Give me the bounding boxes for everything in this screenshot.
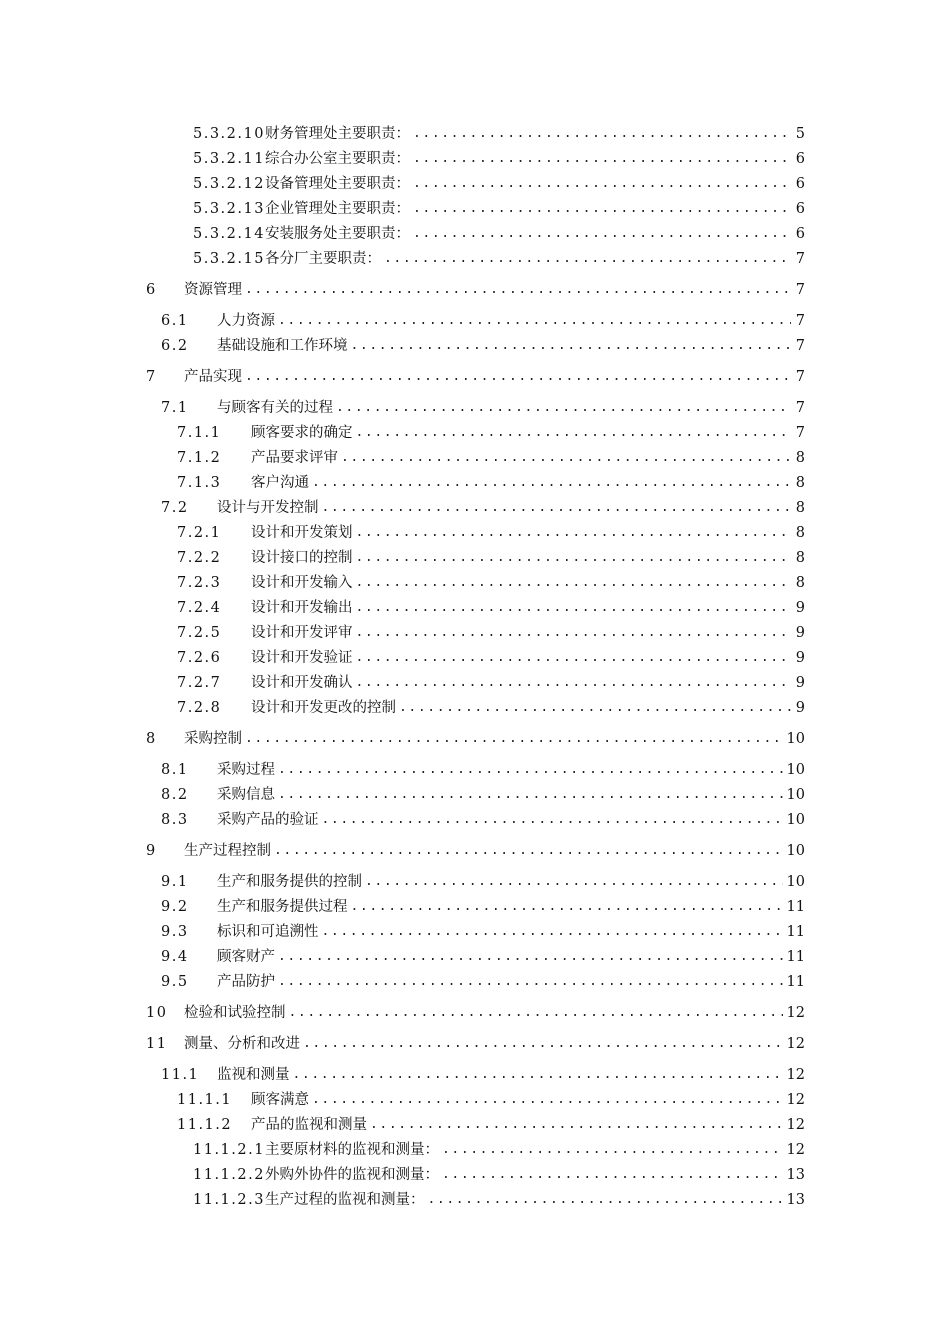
toc-entry-title: 采购信息 [217,787,275,803]
dot-leader [399,699,791,717]
toc-entry[interactable] [161,1060,805,1084]
toc-entry-title: 各分厂主要职责： [264,251,381,267]
toc-entry-title: 设计与开发控制 [217,500,319,516]
toc-entry-page-number: 8 [795,475,805,491]
toc-entry-number: 7.2 [161,500,189,516]
dot-leader [356,624,792,642]
toc-entry-page-number: 12 [786,1117,805,1133]
dot-leader [336,399,791,417]
dot-leader [245,368,791,386]
dot-leader [245,730,783,748]
toc-entry[interactable] [193,169,805,193]
toc-entry-page-number: 8 [795,500,805,516]
toc-entry[interactable] [193,1185,805,1209]
toc-entry-number: 7.2.7 [177,675,222,691]
toc-entry-number: 11.1.1 [177,1092,233,1108]
dot-leader [413,125,791,143]
dot-leader [365,873,783,891]
toc-entry[interactable] [177,568,805,592]
toc-entry-page-number: 5 [795,126,805,142]
toc-entry[interactable] [193,244,805,268]
dot-leader [356,674,792,692]
toc-entry-number: 11.1.2.2 [193,1167,265,1183]
toc-entry-number: 11 [146,1036,168,1052]
dot-leader [293,1066,783,1084]
toc-entry-page-number: 9 [795,675,805,691]
toc-entry[interactable] [161,393,805,417]
toc-entry[interactable] [161,755,805,779]
toc-entry-title: 综合办公室主要职责： [264,151,410,167]
dot-leader [356,649,792,667]
toc-entry-title: 生产和服务提供的控制 [217,874,362,890]
toc-entry-page-number: 8 [795,525,805,541]
toc-entry-title: 人力资源 [217,313,275,329]
toc-entry-number: 8.1 [161,762,189,778]
toc-entry-number: 9.2 [161,899,189,915]
dot-leader [278,786,783,804]
toc-entry[interactable] [193,194,805,218]
toc-entry-page-number: 12 [786,1092,805,1108]
toc-entry-title: 设计和开发输入 [251,575,353,591]
toc-entry-number: 6 [146,282,157,298]
dot-leader [442,1141,783,1159]
toc-entry-number: 9.5 [161,974,189,990]
toc-entry[interactable] [161,306,805,330]
toc-entry[interactable] [177,693,805,717]
toc-entry[interactable] [193,119,805,143]
dot-leader [351,898,783,916]
toc-entry-page-number: 6 [795,176,805,192]
toc-entry[interactable] [177,618,805,642]
toc-entry-title: 基础设施和工作环境 [217,338,348,354]
toc-entry-number: 6.2 [161,338,189,354]
toc-entry-page-number: 8 [795,550,805,566]
toc-entry-title: 顾客要求的确定 [251,425,353,441]
toc-entry-title: 设计和开发更改的控制 [251,700,396,716]
toc-entry[interactable] [161,967,805,991]
toc-entry-title: 测量、分析和改进 [184,1036,300,1052]
toc-entry[interactable] [161,331,805,355]
toc-entry-page-number: 10 [786,762,805,778]
toc-entry-title: 生产过程控制 [184,843,271,859]
dot-leader [274,842,783,860]
toc-entry-number: 6.1 [161,313,189,329]
dot-leader [312,474,791,492]
toc-entry-number: 11.1.2.1 [193,1142,265,1158]
toc-entry-number: 7.2.4 [177,600,222,616]
toc-entry-number: 5.3.2.14 [193,226,265,242]
toc-entry-number: 7 [146,369,157,385]
toc-entry-title: 外购外协件的监视和测量： [264,1167,439,1183]
toc-entry-title: 顾客满意 [251,1092,309,1108]
toc-entry-number: 9.1 [161,874,189,890]
toc-entry-title: 财务管理处主要职责： [264,126,410,142]
toc-entry-title: 生产和服务提供过程 [217,899,348,915]
dot-leader [442,1166,783,1184]
toc-entry-page-number: 7 [795,338,805,354]
toc-entry-page-number: 7 [795,282,805,298]
toc-entry-title: 主要原材料的监视和测量： [264,1142,439,1158]
toc-entry-title: 设计和开发确认 [251,675,353,691]
toc-entry-number: 5.3.2.13 [193,201,265,217]
dot-leader [356,549,792,567]
toc-entry-page-number: 10 [786,874,805,890]
toc-entry-page-number: 10 [786,843,805,859]
toc-entry-number: 11.1.2.3 [193,1192,265,1208]
dot-leader [413,200,791,218]
toc-entry-page-number: 11 [786,949,805,965]
toc-entry-title: 采购控制 [184,731,242,747]
toc-entry[interactable] [161,780,805,804]
toc-entry-number: 11.1.2 [177,1117,233,1133]
toc-entry-page-number: 7 [795,251,805,267]
toc-entry-page-number: 8 [795,450,805,466]
toc-entry[interactable] [177,418,805,442]
toc-entry-title: 安装服务处主要职责： [264,226,410,242]
dot-leader [384,250,791,268]
toc-entry-title: 产品实现 [184,369,242,385]
toc-entry-number: 7.1.3 [177,475,222,491]
toc-entry-number: 9.4 [161,949,189,965]
toc-entry-number: 9.3 [161,924,189,940]
toc-entry-page-number: 7 [795,369,805,385]
toc-entry-number: 7.2.2 [177,550,222,566]
toc-entry-title: 设计和开发策划 [251,525,353,541]
toc-entry-page-number: 11 [786,924,805,940]
toc-entry-page-number: 10 [786,787,805,803]
toc-entry-page-number: 9 [795,650,805,666]
toc-entry-title: 设计接口的控制 [251,550,353,566]
dot-leader [356,424,792,442]
toc-entry-number: 7.2.5 [177,625,222,641]
toc-entry-title: 资源管理 [184,282,242,298]
toc-entry[interactable] [177,643,805,667]
toc-entry-number: 8.2 [161,787,189,803]
toc-entry[interactable] [177,668,805,692]
toc-entry-page-number: 9 [795,600,805,616]
toc-entry-title: 采购产品的验证 [217,812,319,828]
toc-entry-number: 8 [146,731,157,747]
toc-entry-number: 7.1.1 [177,425,222,441]
toc-entry-number: 7.2.3 [177,575,222,591]
toc-entry-title: 检验和试验控制 [184,1005,286,1021]
dot-leader [245,281,791,299]
toc-entry-page-number: 9 [795,700,805,716]
toc-entry-page-number: 13 [786,1167,805,1183]
toc-entry[interactable] [161,867,805,891]
toc-entry[interactable] [146,724,805,748]
toc-entry[interactable] [177,1085,805,1109]
toc-entry-number: 5.3.2.11 [193,151,265,167]
toc-entry-page-number: 10 [786,731,805,747]
toc-entry[interactable] [177,443,805,467]
toc-entry[interactable] [161,917,805,941]
dot-leader [303,1035,783,1053]
toc-entry-title: 设备管理处主要职责： [264,176,410,192]
toc-entry-number: 5.3.2.15 [193,251,265,267]
toc-entry-title: 采购过程 [217,762,275,778]
dot-leader [356,599,792,617]
dot-leader [413,175,791,193]
toc-entry-number: 5.3.2.10 [193,126,265,142]
toc-entry-title: 与顾客有关的过程 [217,400,333,416]
toc-entry[interactable] [146,998,805,1022]
toc-entry-page-number: 12 [786,1036,805,1052]
toc-entry-page-number: 6 [795,226,805,242]
toc-entry-number: 5.3.2.12 [193,176,265,192]
dot-leader [356,524,792,542]
toc-entry[interactable] [161,805,805,829]
toc-entry[interactable] [161,942,805,966]
dot-leader [341,449,791,467]
toc-entry-page-number: 7 [795,313,805,329]
toc-entry[interactable] [177,543,805,567]
toc-entry-page-number: 12 [786,1142,805,1158]
toc-entry-title: 产品的监视和测量 [251,1117,367,1133]
toc-entry-number: 8.3 [161,812,189,828]
dot-leader [370,1116,783,1134]
dot-leader [356,574,792,592]
toc-entry-title: 企业管理处主要职责： [264,201,410,217]
toc-entry[interactable] [193,219,805,243]
toc-entry[interactable] [193,1135,805,1159]
toc-entry[interactable] [161,493,805,517]
toc-entry-number: 9 [146,843,157,859]
toc-entry[interactable] [177,1110,805,1134]
toc-entry-page-number: 12 [786,1067,805,1083]
toc-entry[interactable] [177,593,805,617]
toc-entry[interactable] [161,892,805,916]
dot-leader [312,1091,783,1109]
dot-leader [351,337,792,355]
dot-leader [322,499,792,517]
toc-entry[interactable] [146,275,805,299]
dot-leader [413,150,791,168]
dot-leader [427,1191,782,1209]
toc-entry-page-number: 9 [795,625,805,641]
dot-leader [278,312,791,330]
toc-entry[interactable] [146,362,805,386]
toc-entry-number: 10 [146,1005,168,1021]
toc-entry-title: 标识和可追溯性 [217,924,319,940]
dot-leader [413,225,791,243]
toc-entry[interactable] [193,1160,805,1184]
toc-entry[interactable] [146,836,805,860]
toc-entry-title: 顾客财产 [217,949,275,965]
toc-entry-title: 生产过程的监视和测量： [264,1192,425,1208]
toc-entry-page-number: 10 [786,812,805,828]
toc-entry[interactable] [193,144,805,168]
toc-entry[interactable] [177,468,805,492]
toc-entry-title: 客户沟通 [251,475,309,491]
dot-leader [322,923,783,941]
dot-leader [278,948,783,966]
toc-entry-number: 7.2.6 [177,650,222,666]
toc-entry-title: 监视和测量 [217,1067,290,1083]
toc-entry-number: 7.1 [161,400,189,416]
toc-entry-page-number: 7 [795,400,805,416]
toc-entry-number: 7.2.1 [177,525,222,541]
toc-entry-page-number: 8 [795,575,805,591]
toc-entry-number: 11.1 [161,1067,200,1083]
toc-entry[interactable] [146,1029,805,1053]
toc-entry-page-number: 11 [786,974,805,990]
toc-entry-page-number: 6 [795,151,805,167]
toc-entry-title: 设计和开发验证 [251,650,353,666]
dot-leader [278,973,783,991]
toc-entry-title: 设计和开发输出 [251,600,353,616]
toc-entry-page-number: 13 [786,1192,805,1208]
dot-leader [322,811,783,829]
dot-leader [289,1004,783,1022]
toc-entry[interactable] [177,518,805,542]
toc-entry-title: 产品要求评审 [251,450,338,466]
toc-entry-page-number: 6 [795,201,805,217]
toc-entry-title: 产品防护 [217,974,275,990]
toc-entry-page-number: 12 [786,1005,805,1021]
toc-entry-page-number: 7 [795,425,805,441]
toc-entry-number: 7.2.8 [177,700,222,716]
toc-entry-page-number: 11 [786,899,805,915]
dot-leader [278,761,783,779]
toc-entry-title: 设计和开发评审 [251,625,353,641]
toc-entry-number: 7.1.2 [177,450,222,466]
